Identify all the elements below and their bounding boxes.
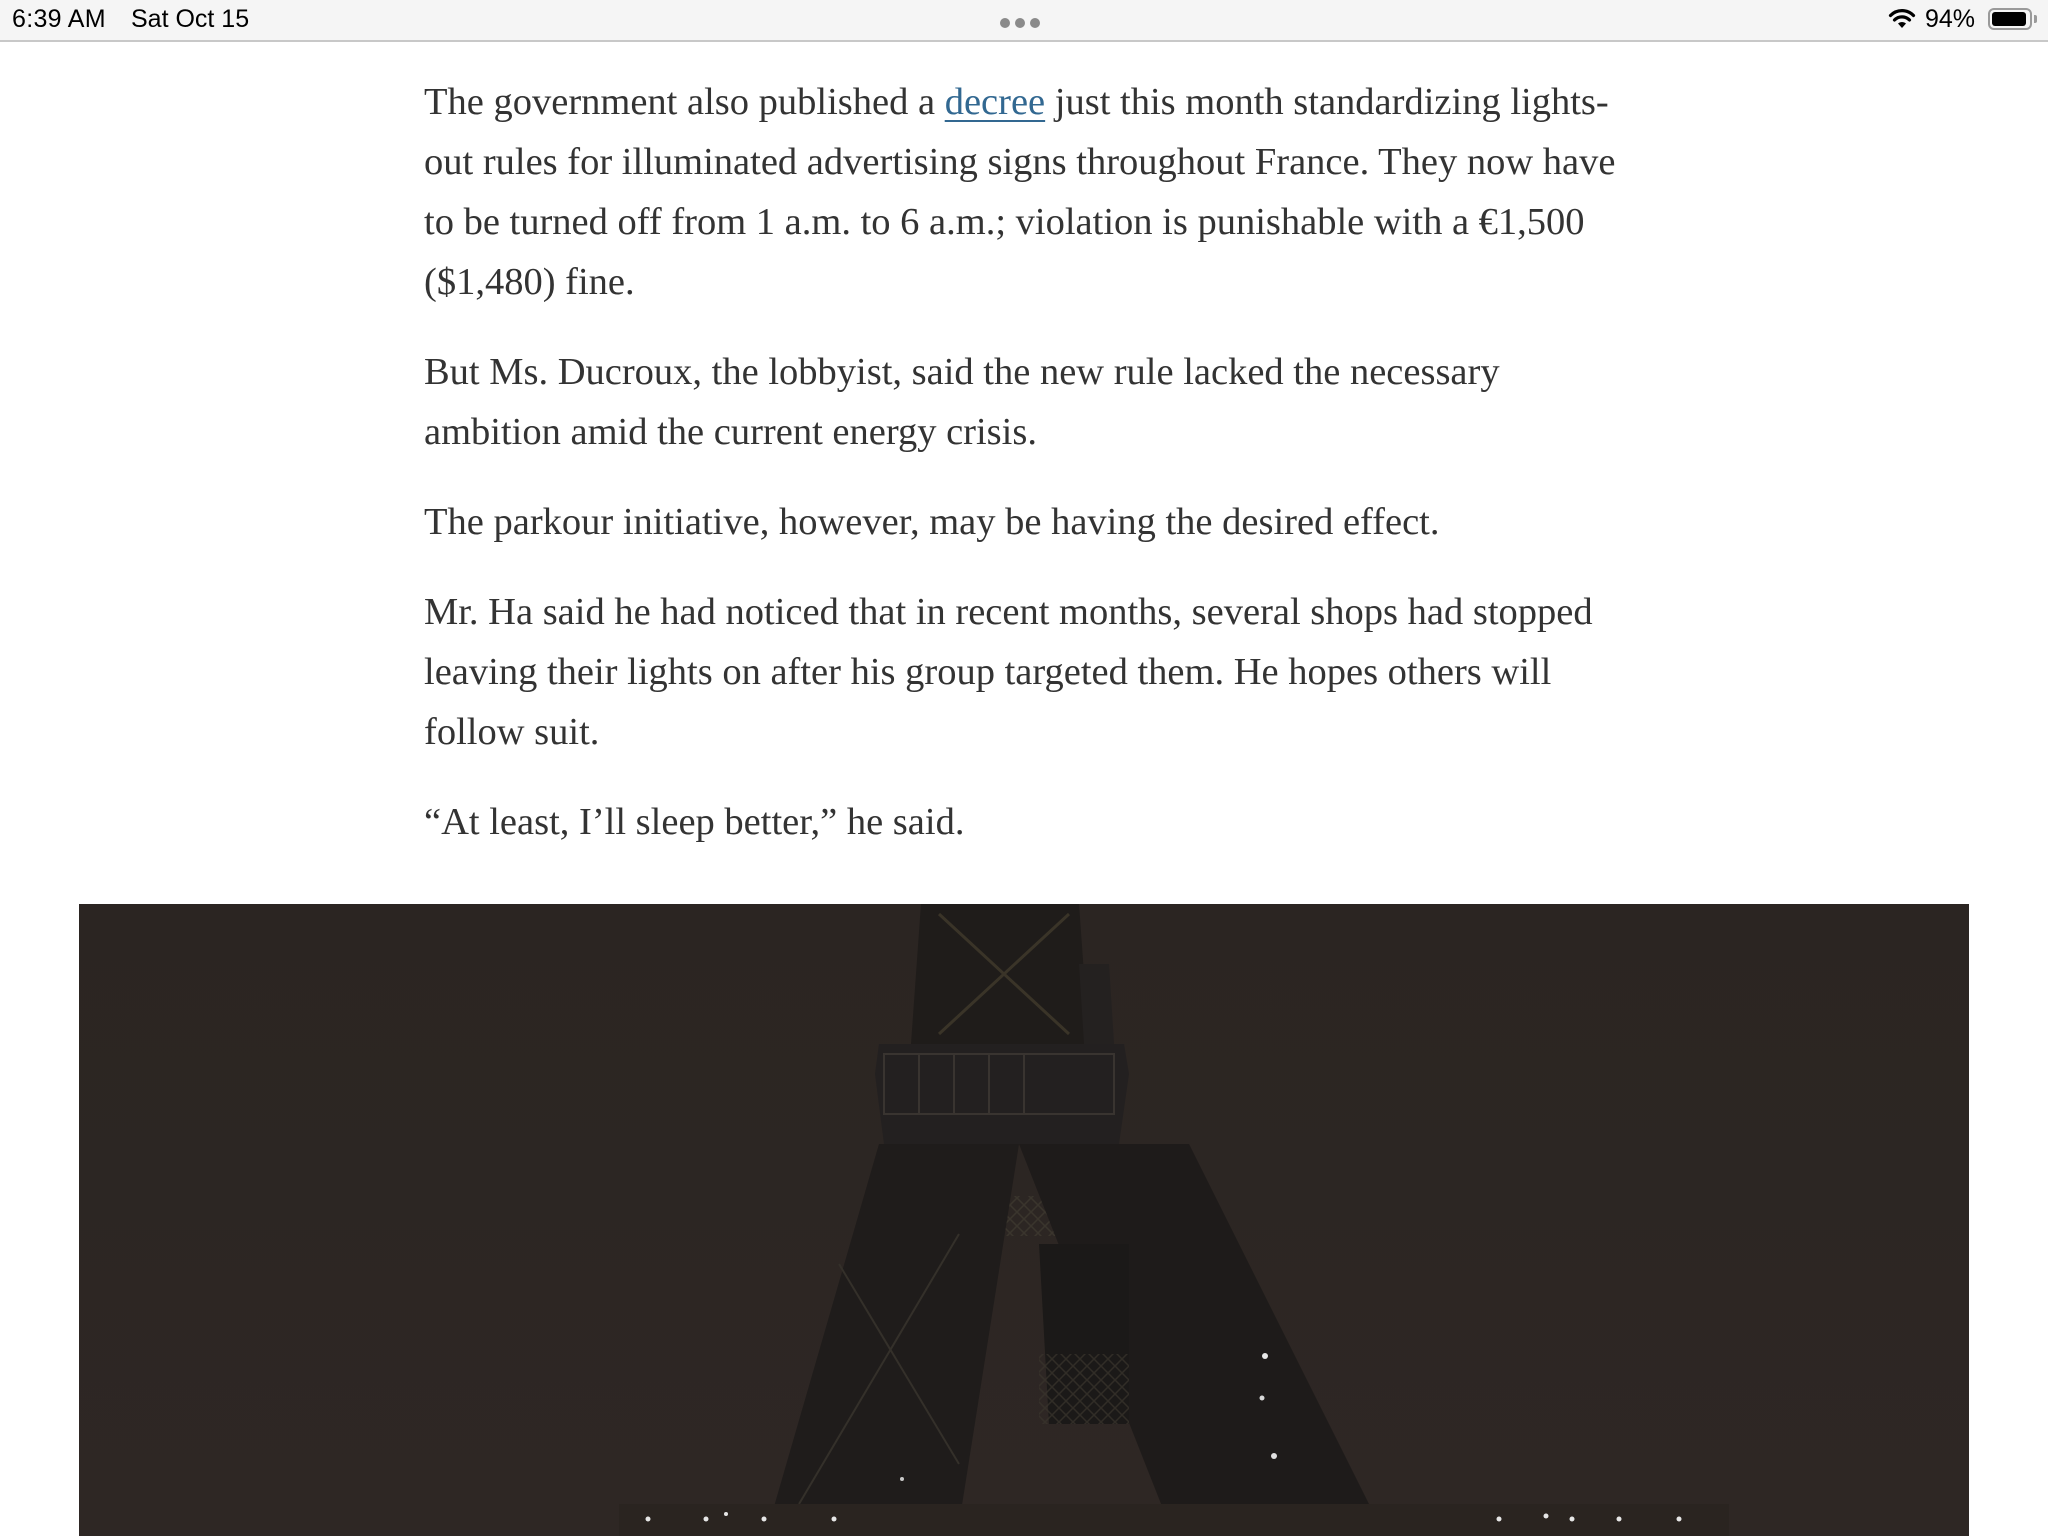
battery-fill	[1992, 12, 2026, 26]
paragraph: But Ms. Ducroux, the lobbyist, said the new rule lacked the necessary ambition amid the current energy crisis.	[424, 351, 1500, 453]
decree-link[interactable]: decree	[944, 81, 1046, 123]
wifi-icon	[1888, 8, 1916, 30]
eiffel-tower-image	[79, 904, 1969, 1536]
paragraph: “At least, I’ll sleep better,” he said.	[424, 801, 965, 843]
battery-icon	[1988, 8, 2032, 30]
status-time: 6:39 AM	[12, 5, 106, 33]
paragraph-text: just this month standardizing lights-out rules for illuminated advertising signs throughout France. They now have to be turned off from 1 a.m. to 6 a.m.; violation is punishable with a €1,500 ($1,480) fine.	[424, 81, 1616, 303]
status-date: Sat Oct 15	[131, 5, 250, 33]
multitasking-dots-icon[interactable]	[1000, 18, 1040, 28]
status-bar	[0, 0, 2048, 42]
paragraph	[424, 72, 1624, 312]
battery-percent: 94%	[1925, 5, 1976, 33]
paragraph: Mr. Ha said he had noticed that in recent months, several shops had stopped leaving their lights on after his group targeted them. He hopes others will follow suit.	[424, 591, 1593, 753]
article-photo[interactable]	[79, 904, 1969, 1536]
article-body	[424, 72, 1624, 882]
paragraph-text: The government also published a	[424, 81, 945, 123]
battery-nub	[2034, 15, 2037, 23]
paragraph: The parkour initiative, however, may be having the desired effect.	[424, 501, 1440, 543]
